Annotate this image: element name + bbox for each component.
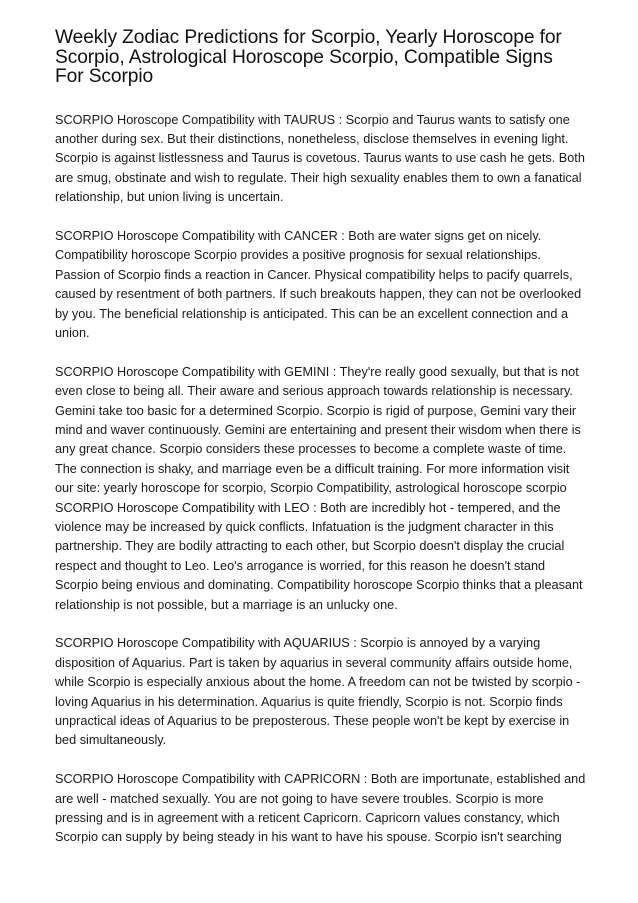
paragraph-taurus: SCORPIO Horoscope Compatibility with TAURUS : Scorpio and Taurus wants to satisfy one another during sex. But their distinctions, nonetheless, disclose themselves in evening light. Scorpio is against listlessness and Taurus is covetous. Taurus wants to use cash he gets. Both are smug, obstinate and wish to regulate. Their high sexuality enables them to own a fanatical relationship, but union living is uncertain. [55,112,585,205]
paragraph-capricorn: SCORPIO Horoscope Compatibility with CAPRICORN : Both are importunate, established and are well - matched sexually. You are not going to have severe troubles. Scorpio is more pressing and is in agreement with a reticent Capricorn. Capricorn values constancy, which Scorpio can supply by being steady in his want to have his spouse. Scorpio isn't searching [55,772,586,845]
paragraph-leo: SCORPIO Horoscope Compatibility with LEO : Both are incredibly hot - tempered, and the violence may be increased by quick conflicts. Infatuation is the judgment character in this partnership. They are bodily attracting to each other, but Scorpio doesn't display the crucial respect and thought to Leo. Leo's arrogance is worried, for this reason he doesn't stand Scorpio being envious and dominating. Compatibility horoscope Scorpio thinks that a pleasant relationship is not possible, but a marriage is an unlucky one. [55,500,583,612]
paragraph-aquarius: SCORPIO Horoscope Compatibility with AQUARIUS : Scorpio is annoyed by a varying disposition of Aquarius. Part is taken by aquarius in several community affairs outside home, while Scorpio is especially anxious about the home. A freedom can not be twisted by scorpio - loving Aquarius in his determination. Aquarius is quite friendly, Scorpio is not. Scorpio finds unpractical ideas of Aquarius to be preposterous. These people won't be kept by exercise in bed simultaneously. [55,636,581,748]
paragraph-cancer: SCORPIO Horoscope Compatibility with CANCER : Both are water signs get on nicely. Compatibility horoscope Scorpio provides a positive prognosis for sexual relationships. Passion of Scorpio finds a reaction in Cancer. Physical compatibility helps to pacify quarrels, caused by resentment of both partners. If such breakouts happen, they can not be overlooked by you. The beneficial relationship is anticipated. This can be an excellent connection and a union. [55,228,582,340]
document-title: Weekly Zodiac Predictions for Scorpio, Yearly Horoscope for Scorpio, Astrological Horoscope Scorpio, Compatible Signs For Scorpio [55,27,562,87]
document-body [55,111,586,848]
paragraph-gemini: SCORPIO Horoscope Compatibility with GEMINI : They're really good sexually, but that is not even close to being all. Their aware and serious approach towards relationship is necessary. Gemini take too basic for a determined Scorpio. Scorpio is rigid of purpose, Gemini vary their mind and waver continuously. Gemini are entertaining and present their wisdom when there is any great chance. Scorpio considers these processes to become a complete waste of time. The connection is shaky, and marriage even be a difficult training. For more information visit our site: yearly horoscope for scorpio, Scorpio Compatibility, astrological horoscope scorpio [55,364,581,496]
